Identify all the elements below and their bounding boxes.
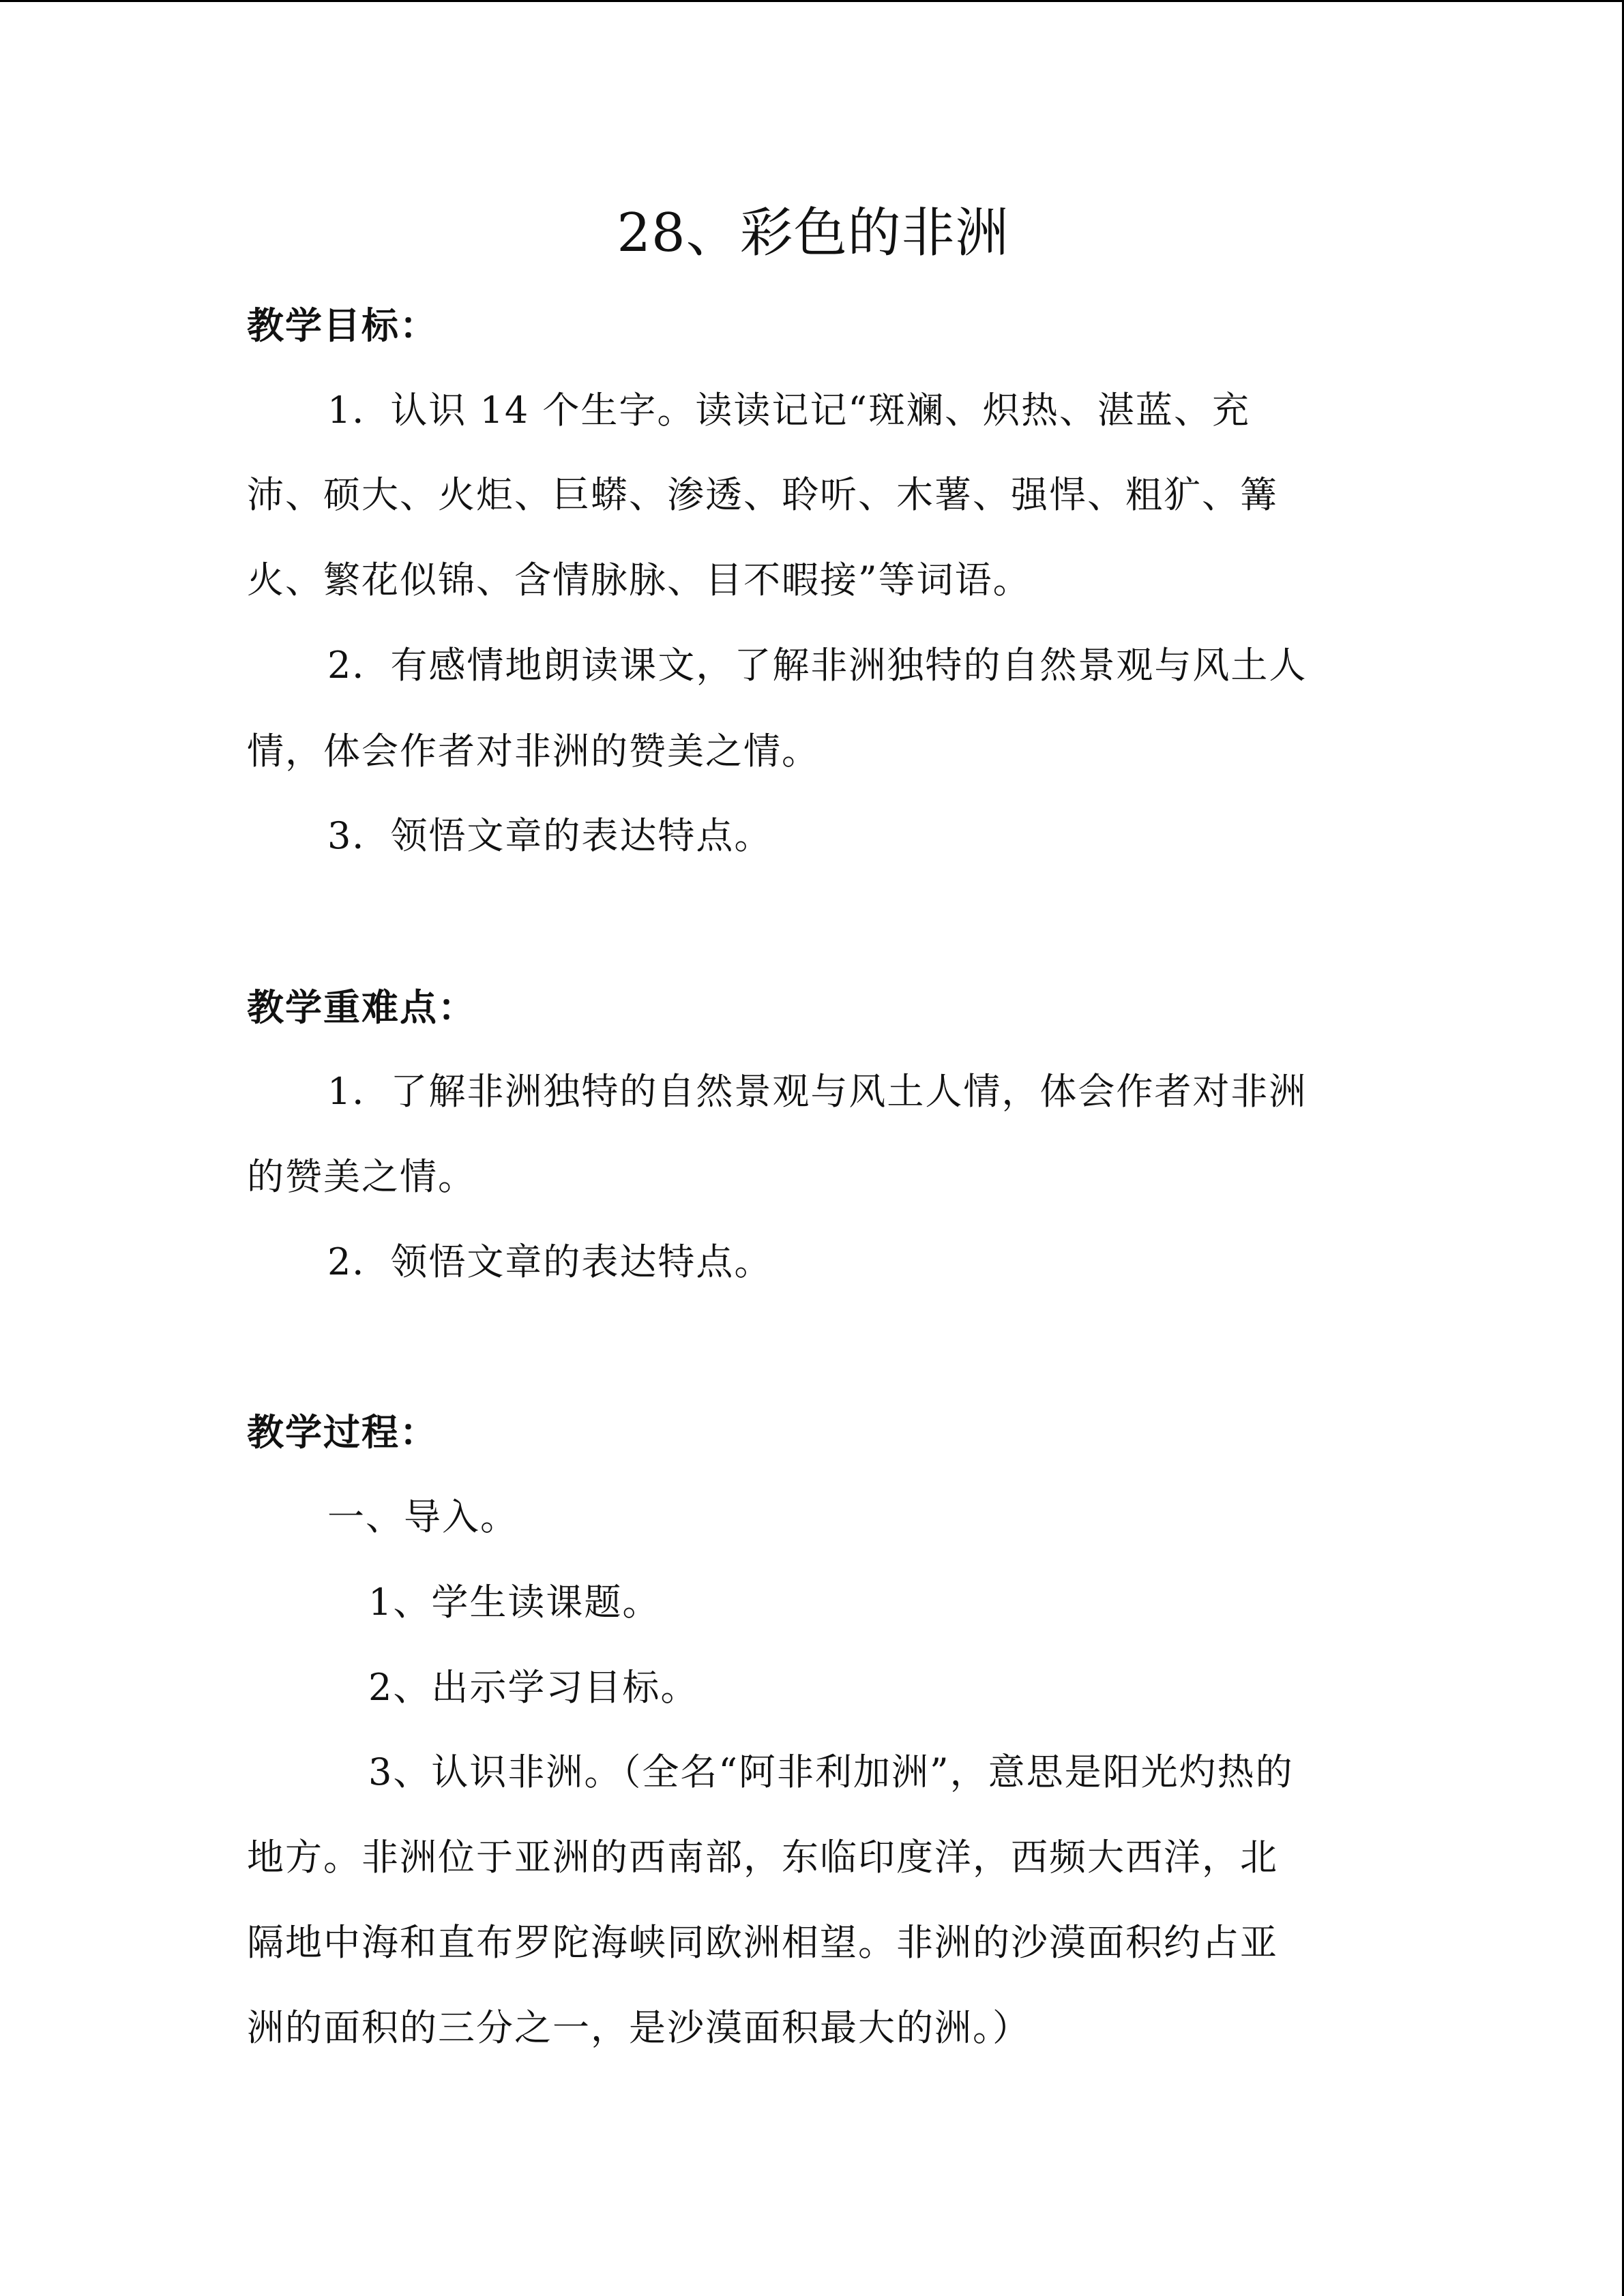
process-sub-3-line-1: 3、认识非洲。（全名“阿非利加洲”，意思是阳光灼热的 (368, 1750, 1294, 1793)
goals-item-2-line-2: 情，体会作者对非洲的赞美之情。 (247, 730, 820, 773)
key-points-item-1-line-2: 的赞美之情。 (247, 1155, 476, 1198)
goals-heading: 教学目标： (247, 303, 438, 347)
process-heading: 教学过程： (247, 1410, 438, 1454)
process-sub-3-line-2: 地方。非洲位于亚洲的西南部，东临印度洋，西频大西洋，北 (247, 1836, 1278, 1879)
process-sub-3-line-3: 隔地中海和直布罗陀海峡同欧洲相望。非洲的沙漠面积约占亚 (247, 1921, 1278, 1964)
key-points-item-1-line-1: 1．了解非洲独特的自然景观与风土人情，体会作者对非洲 (327, 1070, 1308, 1113)
document-title: 28、彩色的非洲 (617, 203, 1009, 264)
key-points-heading: 教学重难点： (247, 985, 476, 1029)
process-sub-3-line-4: 洲的面积的三分之一，是沙漠面积最大的洲。） (247, 2006, 1031, 2049)
goals-item-1-line-3: 火、繁花似锦、含情脉脉、目不暇接”等词语。 (247, 558, 1031, 601)
goals-item-3-line-1: 3．领悟文章的表达特点。 (327, 814, 773, 857)
process-sub-1: 1、学生读课题。 (368, 1581, 661, 1624)
goals-item-1-line-2: 沛、硕大、火炬、巨蟒、渗透、聆听、木薯、强悍、粗犷、篝 (247, 473, 1278, 516)
process-sub-2: 2、出示学习目标。 (368, 1666, 699, 1709)
process-step-1: 一、导入。 (327, 1495, 518, 1538)
goals-item-2-line-1: 2．有感情地朗读课文，了解非洲独特的自然景观与风土人 (327, 644, 1308, 687)
goals-item-1-line-1: 1．认识 14 个生字。读读记记“斑斓、炽热、湛蓝、充 (327, 389, 1251, 432)
key-points-item-2-line-1: 2．领悟文章的表达特点。 (327, 1240, 773, 1283)
